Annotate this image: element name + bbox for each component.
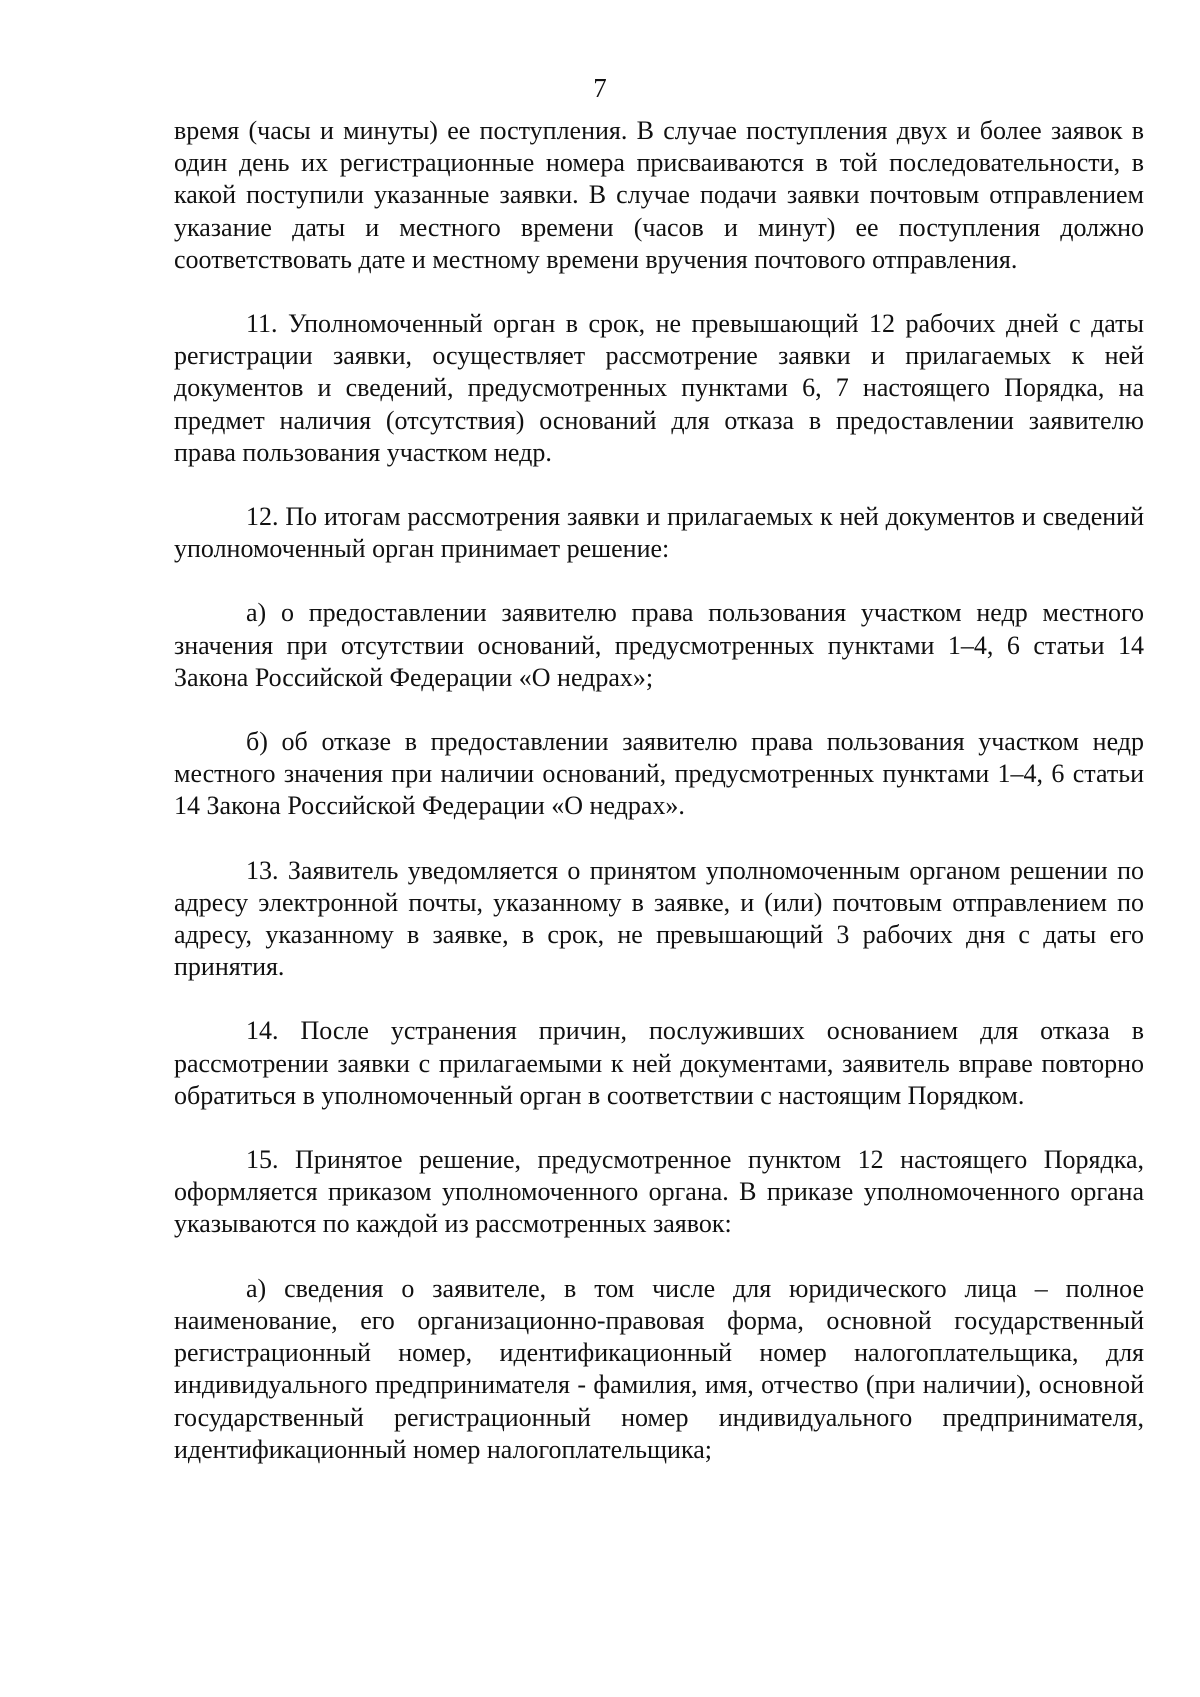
paragraph-continuation: время (часы и минуты) ее поступления. В случае поступления двух и более заявок в один день их регистрационные номера присваиваются в той последовательности, в какой поступили указанные заявки. В случае подачи заявки почтовым отправлением указание даты и местного времени (часов и минут) ее поступления должно соответствовать дате и местному времени вручения почтового отправления.: [174, 116, 1144, 274]
paragraph-12: 12. По итогам рассмотрения заявки и прилагаемых к ней документов и сведений уполномоченный орган принимает решение:: [174, 502, 1144, 564]
paragraph-12-b: б) об отказе в предоставлении заявителю права пользования участком недр местного значения при наличии оснований, предусмотренных пунктами 1–4, 6 статьи 14 Закона Российской Федерации «О недрах».: [174, 727, 1144, 821]
page-number: 7: [593, 73, 607, 103]
paragraph-14: 14. После устранения причин, послуживших основанием для отказа в рассмотрении заявки с прилагаемыми к ней документами, заявитель вправе повторно обратиться в уполномоченный орган в соответствии с настоящим Порядком.: [174, 1016, 1144, 1110]
paragraph-15-a: а) сведения о заявителе, в том числе для юридического лица – полное наименование, его организационно-правовая форма, основной государственный регистрационный номер, идентификационный номер налогоплательщика, для индивидуального предпринимателя - фамилия, имя, отчество (при наличии), основной государственный регистрационный номер индивидуального предпринимателя, идентификационный номер налогоплательщика;: [174, 1273, 1144, 1464]
paragraph-12-a: а) о предоставлении заявителю права пользования участком недр местного значения при отсутствии оснований, предусмотренных пунктами 1–4, 6 статьи 14 Закона Российской Федерации «О недрах»;: [174, 598, 1144, 692]
paragraph-13: 13. Заявитель уведомляется о принятом уполномоченным органом решении по адресу электронной почты, указанному в заявке, и (или) почтовым отправлением по адресу, указанному в заявке, в срок, не превышающий 3 рабочих дня с даты его принятия.: [174, 855, 1144, 982]
document-body: [174, 115, 1144, 1498]
paragraph-11: 11. Уполномоченный орган в срок, не превышающий 12 рабочих дней с даты регистрации заявки, осуществляет рассмотрение заявки и прилагаемых к ней документов и сведений, предусмотренных пунктами 6, 7 настоящего Порядка, на предмет наличия (отсутствия) оснований для отказа в предоставлении заявителю права пользования участком недр.: [174, 309, 1144, 467]
paragraph-15: 15. Принятое решение, предусмотренное пунктом 12 настоящего Порядка, оформляется приказом уполномоченного органа. В приказе уполномоченного органа указываются по каждой из рассмотренных заявок:: [174, 1145, 1144, 1239]
